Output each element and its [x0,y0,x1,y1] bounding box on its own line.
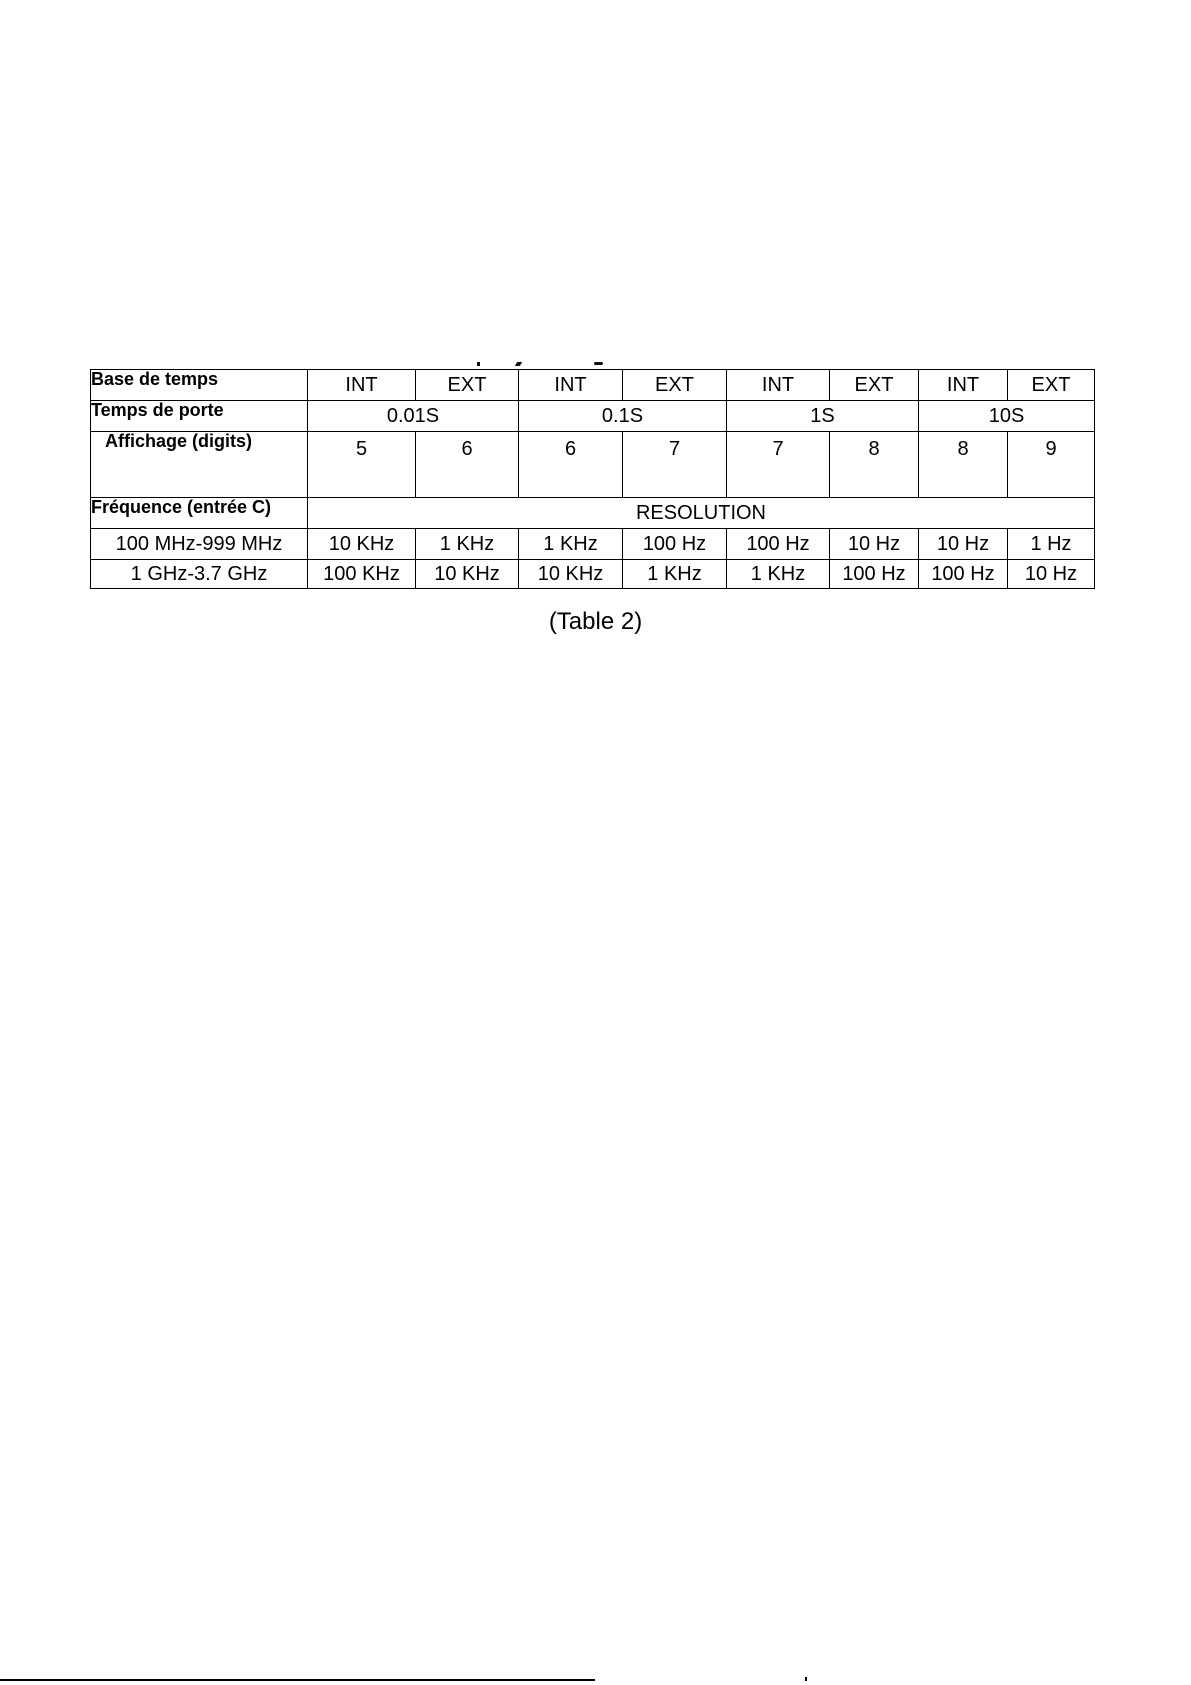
time-base-cell: INT [519,370,623,401]
resolution-cell: 100 KHz [308,560,416,589]
cropped-text-fragment [477,362,480,366]
resolution-cell: 10 KHz [519,560,623,589]
time-base-cell: EXT [830,370,919,401]
digits-cell: 5 [308,432,416,498]
resolution-cell: 100 Hz [830,560,919,589]
frequency-range-cell: 1 GHz-3.7 GHz [91,560,308,589]
resolution-cell: 100 Hz [919,560,1008,589]
gate-time-cell: 10S [919,401,1095,432]
time-base-cell: EXT [416,370,519,401]
digits-cell: 8 [830,432,919,498]
resolution-cell: 1 KHz [727,560,830,589]
time-base-label: Base de temps [91,370,308,401]
frequency-input-label: Fréquence (entrée C) [91,498,308,529]
gate-time-cell: 0.1S [519,401,727,432]
gate-time-row [91,401,1095,432]
time-base-cell: EXT [623,370,727,401]
resolution-cell: 100 Hz [727,529,830,560]
gate-time-cell: 1S [727,401,919,432]
footer-rule [0,1679,595,1681]
gate-time-cell: 0.01S [308,401,519,432]
resolution-cell: 1 KHz [416,529,519,560]
digits-cell: 7 [623,432,727,498]
display-digits-label: Affichage (digits) [91,432,308,498]
digits-cell: 6 [416,432,519,498]
digits-cell: 8 [919,432,1008,498]
frequency-header-row [91,498,1095,529]
resolution-cell: 1 Hz [1008,529,1095,560]
table-caption: (Table 2) [548,608,643,635]
resolution-cell: 100 Hz [623,529,727,560]
digits-cell: 7 [727,432,830,498]
resolution-table [90,369,1095,589]
resolution-cell: 10 Hz [1008,560,1095,589]
resolution-cell: 10 KHz [308,529,416,560]
resolution-cell: 10 Hz [919,529,1008,560]
resolution-cell: 1 KHz [623,560,727,589]
time-base-cell: INT [308,370,416,401]
time-base-cell: EXT [1008,370,1095,401]
digits-cell: 9 [1008,432,1095,498]
frequency-range-cell: 100 MHz-999 MHz [91,529,308,560]
time-base-cell: INT [727,370,830,401]
table-row [91,560,1095,589]
resolution-header: RESOLUTION [308,498,1095,529]
cropped-text-fragment [594,362,603,365]
time-base-cell: INT [919,370,1008,401]
cropped-text-fragment [515,362,522,366]
table-row [91,529,1095,560]
digits-cell: 6 [519,432,623,498]
gate-time-label: Temps de porte [91,401,308,432]
display-digits-row [91,432,1095,498]
resolution-cell: 10 Hz [830,529,919,560]
footer-mark [805,1677,807,1681]
time-base-row [91,370,1095,401]
resolution-cell: 10 KHz [416,560,519,589]
resolution-cell: 1 KHz [519,529,623,560]
